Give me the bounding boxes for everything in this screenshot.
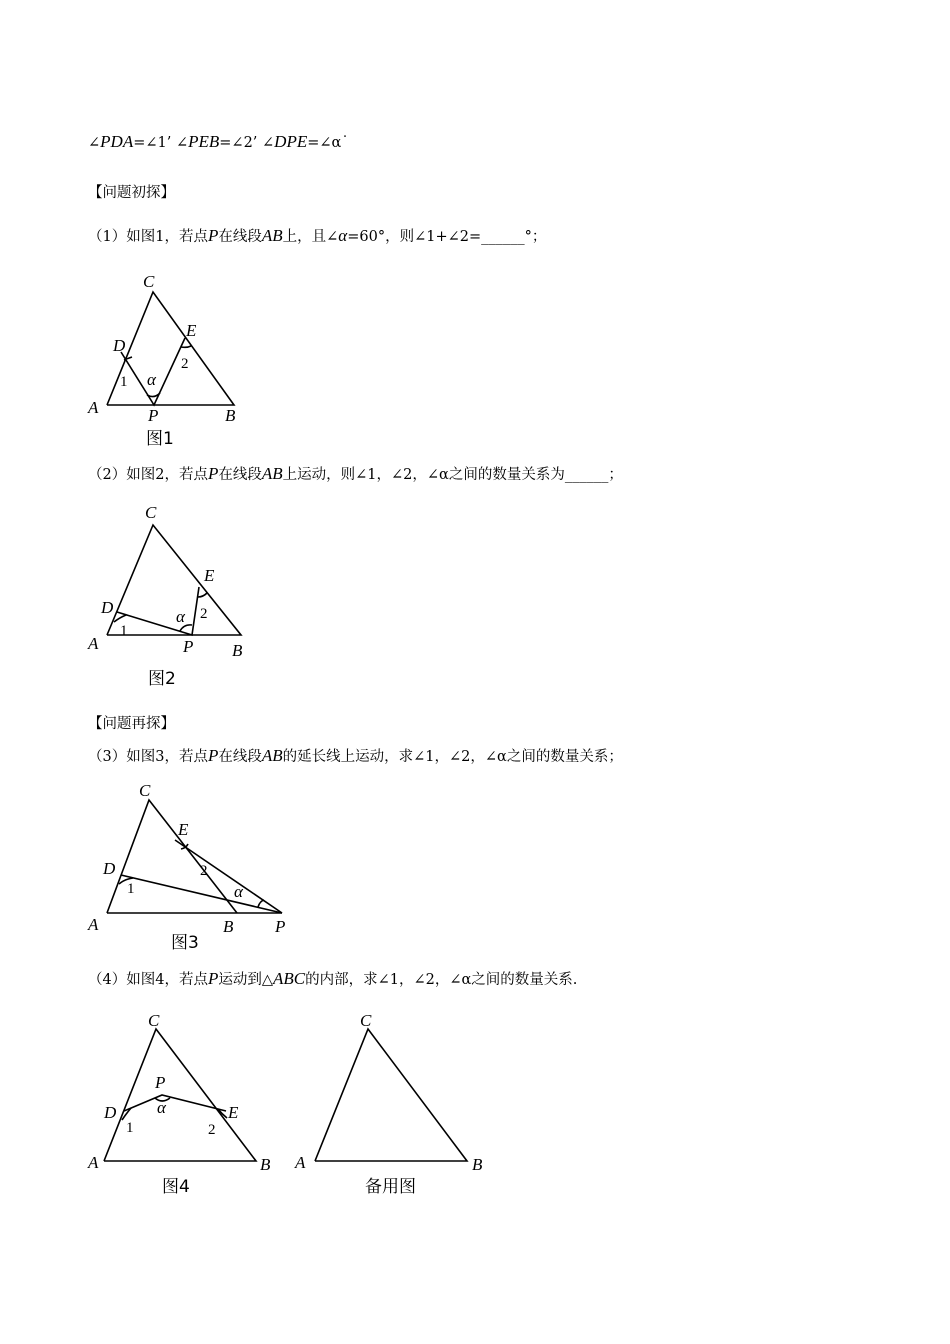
angle-pda: PDA: [100, 132, 134, 151]
question-2: （2）如图2，若点P在线段AB上运动，则∠1，∠2，∠α之间的数量关系为______；: [88, 464, 623, 483]
fig3-label-d: D: [103, 859, 116, 878]
fig4-label-p: P: [155, 1073, 166, 1092]
spare-caption: 备用图: [365, 1177, 416, 1197]
figure-2: [107, 525, 241, 635]
spare-label-a: A: [295, 1153, 306, 1172]
section-heading-further: 【问题再探】: [88, 716, 175, 732]
fig3-label-e: E: [178, 820, 189, 839]
fig4-label-b: B: [260, 1155, 271, 1174]
fig3-angle-alpha-arc: [258, 900, 264, 907]
given-angles-line: ∠PDA=∠1’ ∠PEB=∠2’ ∠DPE=∠α˙: [88, 132, 349, 151]
spare-triangle: [315, 1029, 467, 1161]
fig2-segment-dpe: [117, 587, 199, 635]
fig2-angle-1-arc: [114, 615, 126, 622]
question-1: （1）如图1，若点P在线段AB上，且∠α=60°，则∠1+∠2=______°；: [88, 226, 547, 245]
fig3-label-alpha: α: [234, 882, 243, 901]
fig3-label-b: B: [223, 917, 234, 936]
fig2-label-d: D: [101, 598, 114, 617]
fig2-caption: 图2: [148, 669, 176, 689]
fig1-label-c: C: [143, 272, 155, 291]
fig2-label-alpha: α: [176, 607, 185, 626]
fig3-label-a: A: [88, 915, 99, 934]
fig1-label-b: B: [225, 406, 236, 425]
fig4-label-alpha: α: [157, 1098, 166, 1117]
fig2-label-b: B: [232, 641, 243, 660]
question-3: （3）如图3，若点P在线段AB的延长线上运动，求∠1，∠2，∠α之间的数量关系；: [88, 746, 623, 765]
section-heading-initial: 【问题初探】: [88, 185, 175, 201]
fig1-caption: 图1: [146, 429, 174, 449]
fig1-label-d: D: [113, 336, 126, 355]
fig2-angle-2-arc: [198, 593, 207, 597]
fig4-label-2: 2: [208, 1122, 216, 1138]
fig3-caption: 图3: [171, 933, 199, 953]
fig2-label-1: 1: [120, 623, 128, 639]
fig3-label-c: C: [139, 781, 151, 800]
fig3-label-1: 1: [127, 881, 135, 897]
question-4: （4）如图4，若点P运动到△ABC的内部，求∠1，∠2，∠α之间的数量关系.: [88, 969, 578, 988]
fig4-label-e: E: [228, 1103, 239, 1122]
spare-label-b: B: [472, 1155, 483, 1174]
fig1-label-a: A: [88, 398, 99, 417]
figure-4: [104, 1029, 256, 1161]
angle-peb: PEB: [188, 132, 220, 151]
fig1-label-2: 2: [181, 356, 189, 372]
fig4-caption: 图4: [162, 1177, 190, 1197]
fig1-label-p: P: [148, 406, 159, 425]
fig2-label-c: C: [145, 503, 157, 522]
fig2-triangle: [107, 525, 241, 635]
fig3-label-p: P: [275, 917, 286, 936]
fig4-label-c: C: [148, 1011, 160, 1030]
fig2-label-p: P: [183, 637, 194, 656]
fig1-label-1: 1: [120, 374, 128, 390]
fig1-label-e: E: [186, 321, 197, 340]
fig3-label-2: 2: [200, 863, 208, 879]
fig3-line-dp: [121, 875, 282, 913]
fig2-label-a: A: [88, 634, 99, 653]
fig4-triangle: [104, 1029, 256, 1161]
fig1-label-alpha: α: [147, 370, 156, 389]
fig4-label-d: D: [104, 1103, 117, 1122]
fig1-angle-2-arc: [181, 346, 191, 347]
fig4-label-1: 1: [126, 1120, 134, 1136]
angle-dpe: DPE: [274, 132, 308, 151]
fig2-label-2: 2: [200, 606, 208, 622]
fig2-label-e: E: [204, 566, 215, 585]
fig4-label-a: A: [88, 1153, 99, 1172]
spare-label-c: C: [360, 1011, 372, 1030]
fig4-segment-dpe: [124, 1095, 226, 1111]
